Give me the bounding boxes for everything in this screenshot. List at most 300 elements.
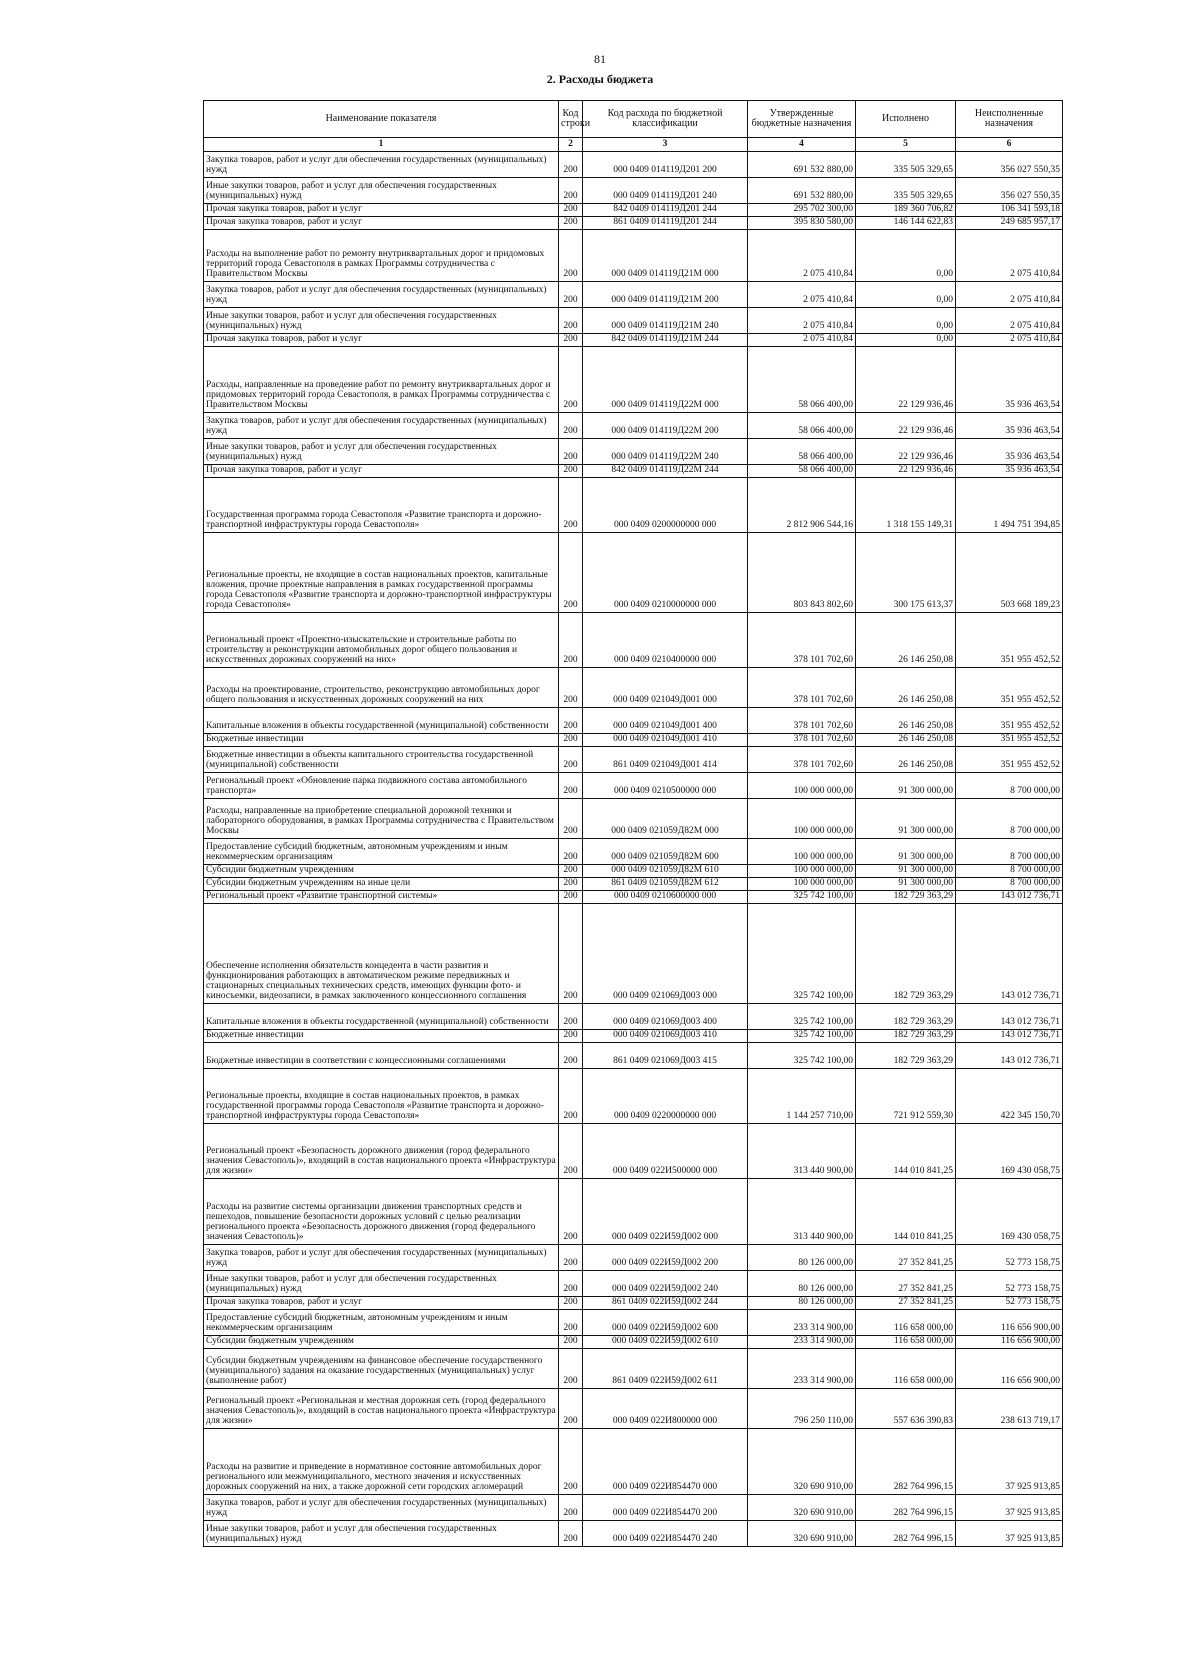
row-approved: 378 101 702,60	[748, 612, 856, 667]
row-approved: 2 075 410,84	[748, 281, 856, 307]
row-name: Прочая закупка товаров, работ и услуг	[204, 204, 559, 217]
row-approved: 100 000 000,00	[748, 798, 856, 838]
row-unexecuted: 143 012 736,71	[956, 1003, 1063, 1029]
column-number: 4	[748, 138, 856, 152]
row-approved: 100 000 000,00	[748, 838, 856, 864]
row-approved: 320 690 910,00	[748, 1494, 856, 1520]
row-approved: 325 742 100,00	[748, 1042, 856, 1068]
row-name: Расходы на развитие и приведение в нормативное состояние автомобильных дорог регионального или межмуниципального, местного значения и искусственных дорожных сооружений на них, а также дорожной сети городских агломераций	[204, 1428, 559, 1494]
table-row	[204, 1270, 1063, 1296]
row-line-code: 200	[559, 733, 583, 746]
row-line-code: 200	[559, 1335, 583, 1348]
row-approved: 325 742 100,00	[748, 903, 856, 1003]
row-classification: 000 0409 0210000000 000	[583, 532, 748, 612]
table-row	[204, 307, 1063, 333]
row-classification: 000 0409 014119Д201 200	[583, 152, 748, 178]
row-approved: 803 843 802,60	[748, 532, 856, 612]
row-line-code: 200	[559, 216, 583, 229]
row-unexecuted: 35 936 463,54	[956, 464, 1063, 477]
table-row	[204, 798, 1063, 838]
row-line-code: 200	[559, 1029, 583, 1042]
row-executed: 26 146 250,08	[856, 612, 956, 667]
row-unexecuted: 351 955 452,52	[956, 612, 1063, 667]
table-row	[204, 877, 1063, 890]
table-header-row	[204, 101, 1063, 138]
row-classification: 000 0409 022И854470 200	[583, 1494, 748, 1520]
row-classification: 000 0409 0210600000 000	[583, 890, 748, 903]
table-row	[204, 346, 1063, 412]
row-unexecuted: 35 936 463,54	[956, 346, 1063, 412]
row-name: Бюджетные инвестиции	[204, 1029, 559, 1042]
row-approved: 2 075 410,84	[748, 229, 856, 281]
row-line-code: 200	[559, 1309, 583, 1335]
row-classification: 000 0409 014119Д21М 000	[583, 229, 748, 281]
row-approved: 691 532 880,00	[748, 178, 856, 204]
row-line-code: 200	[559, 772, 583, 798]
row-line-code: 200	[559, 333, 583, 346]
table-row	[204, 1335, 1063, 1348]
row-executed: 116 658 000,00	[856, 1309, 956, 1335]
row-name: Закупка товаров, работ и услуг для обеспечения государственных (муниципальных) нужд	[204, 1494, 559, 1520]
row-classification: 000 0409 014119Д22М 000	[583, 346, 748, 412]
row-name: Закупка товаров, работ и услуг для обеспечения государственных (муниципальных) нужд	[204, 1244, 559, 1270]
row-executed: 26 146 250,08	[856, 733, 956, 746]
table-row	[204, 890, 1063, 903]
table-row	[204, 746, 1063, 772]
table-row	[204, 1042, 1063, 1068]
row-unexecuted: 2 075 410,84	[956, 281, 1063, 307]
row-classification: 861 0409 022И59Д002 611	[583, 1348, 748, 1388]
header-classification: Код расхода по бюджетной классификации	[583, 101, 748, 138]
row-name: Региональные проекты, входящие в состав национальных проектов, в рамках государственной программы города Севастополя «Развитие транспорта и дорожно-транспортной инфраструктуры города Севастополя»	[204, 1068, 559, 1123]
row-unexecuted: 2 075 410,84	[956, 229, 1063, 281]
table-row	[204, 838, 1063, 864]
row-line-code: 200	[559, 707, 583, 733]
row-line-code: 200	[559, 152, 583, 178]
row-approved: 80 126 000,00	[748, 1296, 856, 1309]
row-executed: 26 146 250,08	[856, 707, 956, 733]
row-line-code: 200	[559, 1388, 583, 1428]
row-executed: 335 505 329,65	[856, 178, 956, 204]
row-approved: 378 101 702,60	[748, 733, 856, 746]
row-executed: 91 300 000,00	[856, 798, 956, 838]
row-unexecuted: 35 936 463,54	[956, 412, 1063, 438]
row-approved: 325 742 100,00	[748, 1029, 856, 1042]
row-executed: 26 146 250,08	[856, 667, 956, 707]
table-row	[204, 612, 1063, 667]
header-line-code: Код строки	[559, 101, 583, 138]
row-line-code: 200	[559, 746, 583, 772]
row-approved: 796 250 110,00	[748, 1388, 856, 1428]
row-classification: 000 0409 014119Д22М 240	[583, 438, 748, 464]
row-name: Капитальные вложения в объекты государственной (муниципальной) собственности	[204, 1003, 559, 1029]
row-line-code: 200	[559, 438, 583, 464]
row-unexecuted: 143 012 736,71	[956, 1029, 1063, 1042]
table-row	[204, 1348, 1063, 1388]
header-approved: Утвержденные бюджетные назначения	[748, 101, 856, 138]
table-row	[204, 229, 1063, 281]
row-classification: 000 0409 0220000000 000	[583, 1068, 748, 1123]
row-executed: 22 129 936,46	[856, 346, 956, 412]
row-name: Расходы на выполнение работ по ремонту внутриквартальных дорог и придомовых территорий города Севастополя в рамках Программы сотрудничества с Правительством Москвы	[204, 229, 559, 281]
column-number: 1	[204, 138, 559, 152]
table-row	[204, 333, 1063, 346]
row-approved: 295 702 300,00	[748, 204, 856, 217]
row-executed: 182 729 363,29	[856, 903, 956, 1003]
table-row	[204, 1428, 1063, 1494]
row-executed: 557 636 390,83	[856, 1388, 956, 1428]
row-name: Субсидии бюджетным учреждениям	[204, 864, 559, 877]
row-approved: 325 742 100,00	[748, 1003, 856, 1029]
row-line-code: 200	[559, 1348, 583, 1388]
row-executed: 335 505 329,65	[856, 152, 956, 178]
page-title: 2. Расходы бюджета	[546, 72, 654, 86]
row-classification: 000 0409 014119Д201 240	[583, 178, 748, 204]
table-row	[204, 903, 1063, 1003]
row-approved: 378 101 702,60	[748, 667, 856, 707]
row-name: Субсидии бюджетным учреждениям на иные цели	[204, 877, 559, 890]
row-executed: 116 658 000,00	[856, 1348, 956, 1388]
table-row	[204, 1309, 1063, 1335]
column-number-row	[204, 138, 1063, 152]
row-classification: 000 0409 021059Д82М 600	[583, 838, 748, 864]
table-row	[204, 1296, 1063, 1309]
row-executed: 0,00	[856, 333, 956, 346]
row-unexecuted: 8 700 000,00	[956, 772, 1063, 798]
row-unexecuted: 143 012 736,71	[956, 890, 1063, 903]
row-unexecuted: 52 773 158,75	[956, 1244, 1063, 1270]
table-row	[204, 477, 1063, 532]
row-executed: 182 729 363,29	[856, 1042, 956, 1068]
row-classification: 000 0409 022И59Д002 200	[583, 1244, 748, 1270]
row-name: Региональный проект «Проектно-изыскательские и строительные работы по строительству и реконструкции автомобильных дорог общего пользования и искусственных дорожных сооружений на них»	[204, 612, 559, 667]
row-line-code: 200	[559, 903, 583, 1003]
row-unexecuted: 2 075 410,84	[956, 307, 1063, 333]
row-line-code: 200	[559, 864, 583, 877]
row-line-code: 200	[559, 412, 583, 438]
row-executed: 182 729 363,29	[856, 1003, 956, 1029]
row-executed: 144 010 841,25	[856, 1123, 956, 1178]
row-line-code: 200	[559, 178, 583, 204]
row-unexecuted: 169 430 058,75	[956, 1123, 1063, 1178]
row-line-code: 200	[559, 667, 583, 707]
row-classification: 000 0409 022И800000 000	[583, 1388, 748, 1428]
row-executed: 721 912 559,30	[856, 1068, 956, 1123]
table-row	[204, 438, 1063, 464]
row-unexecuted: 35 936 463,54	[956, 438, 1063, 464]
table-row	[204, 772, 1063, 798]
row-name: Прочая закупка товаров, работ и услуг	[204, 216, 559, 229]
row-executed: 0,00	[856, 307, 956, 333]
row-name: Закупка товаров, работ и услуг для обеспечения государственных (муниципальных) нужд	[204, 412, 559, 438]
row-executed: 146 144 622,83	[856, 216, 956, 229]
row-unexecuted: 37 925 913,85	[956, 1494, 1063, 1520]
row-unexecuted: 351 955 452,52	[956, 667, 1063, 707]
column-number: 3	[583, 138, 748, 152]
row-line-code: 200	[559, 1042, 583, 1068]
row-unexecuted: 106 341 593,18	[956, 204, 1063, 217]
row-name: Субсидии бюджетным учреждениям	[204, 1335, 559, 1348]
row-line-code: 200	[559, 532, 583, 612]
row-approved: 58 066 400,00	[748, 346, 856, 412]
row-name: Иные закупки товаров, работ и услуг для обеспечения государственных (муниципальных) нужд	[204, 1520, 559, 1546]
row-approved: 233 314 900,00	[748, 1309, 856, 1335]
row-line-code: 200	[559, 204, 583, 217]
row-name: Капитальные вложения в объекты государственной (муниципальной) собственности	[204, 707, 559, 733]
table-row	[204, 1178, 1063, 1244]
row-name: Расходы на проектирование, строительство, реконструкцию автомобильных дорог общего пользования и искусственных дорожных сооружений на них	[204, 667, 559, 707]
row-name: Региональный проект «Обновление парка подвижного состава автомобильного транспорта»	[204, 772, 559, 798]
row-unexecuted: 52 773 158,75	[956, 1270, 1063, 1296]
row-executed: 91 300 000,00	[856, 864, 956, 877]
table-row	[204, 204, 1063, 217]
row-approved: 58 066 400,00	[748, 438, 856, 464]
row-unexecuted: 2 075 410,84	[956, 333, 1063, 346]
row-classification: 000 0409 022И59Д002 000	[583, 1178, 748, 1244]
row-line-code: 200	[559, 1068, 583, 1123]
row-unexecuted: 351 955 452,52	[956, 707, 1063, 733]
expenses-table	[203, 100, 1063, 1547]
row-approved: 313 440 900,00	[748, 1123, 856, 1178]
table-row	[204, 152, 1063, 178]
row-line-code: 200	[559, 1003, 583, 1029]
header-unexecuted: Неисполненные назначения	[956, 101, 1063, 138]
row-executed: 22 129 936,46	[856, 438, 956, 464]
row-line-code: 200	[559, 346, 583, 412]
row-executed: 189 360 706,82	[856, 204, 956, 217]
row-classification: 861 0409 014119Д201 244	[583, 216, 748, 229]
row-line-code: 200	[559, 1520, 583, 1546]
row-classification: 000 0409 014119Д22М 200	[583, 412, 748, 438]
row-approved: 378 101 702,60	[748, 707, 856, 733]
row-classification: 000 0409 021049Д001 400	[583, 707, 748, 733]
row-classification: 000 0409 014119Д21М 240	[583, 307, 748, 333]
table-body	[204, 152, 1063, 1547]
column-number: 2	[559, 138, 583, 152]
row-unexecuted: 52 773 158,75	[956, 1296, 1063, 1309]
row-unexecuted: 351 955 452,52	[956, 746, 1063, 772]
row-executed: 282 764 996,15	[856, 1428, 956, 1494]
row-classification: 861 0409 021059Д82М 612	[583, 877, 748, 890]
table-row	[204, 667, 1063, 707]
row-executed: 91 300 000,00	[856, 772, 956, 798]
row-name: Расходы, направленные на приобретение специальной дорожной техники и лабораторного оборудования, в рамках Программы сотрудничества с Правительством Москвы	[204, 798, 559, 838]
row-classification: 000 0409 0210400000 000	[583, 612, 748, 667]
header-name: Наименование показателя	[204, 101, 559, 138]
row-executed: 0,00	[856, 229, 956, 281]
row-approved: 58 066 400,00	[748, 464, 856, 477]
row-classification: 842 0409 014119Д22М 244	[583, 464, 748, 477]
row-classification: 861 0409 021049Д001 414	[583, 746, 748, 772]
row-name: Субсидии бюджетным учреждениям на финансовое обеспечение государственного (муниципального) задания на оказание государственных (муниципальных) услуг (выполнение работ)	[204, 1348, 559, 1388]
row-name: Иные закупки товаров, работ и услуг для обеспечения государственных (муниципальных) нужд	[204, 438, 559, 464]
row-approved: 320 690 910,00	[748, 1520, 856, 1546]
row-approved: 2 075 410,84	[748, 307, 856, 333]
row-executed: 91 300 000,00	[856, 877, 956, 890]
row-classification: 000 0409 021049Д001 410	[583, 733, 748, 746]
table-row	[204, 216, 1063, 229]
row-line-code: 200	[559, 1178, 583, 1244]
row-name: Обеспечение исполнения обязательств концедента в части развития и функционирования работающих в автоматическом режиме передвижных и стационарных специальных технических средств, имеющих функции фото- и киносъемки, видеозаписи, в рамках заключенного концессионного соглашения	[204, 903, 559, 1003]
row-executed: 282 764 996,15	[856, 1520, 956, 1546]
row-approved: 233 314 900,00	[748, 1335, 856, 1348]
row-line-code: 200	[559, 1123, 583, 1178]
row-unexecuted: 249 685 957,17	[956, 216, 1063, 229]
table-row	[204, 1029, 1063, 1042]
row-classification: 000 0409 022И854470 240	[583, 1520, 748, 1546]
row-executed: 27 352 841,25	[856, 1270, 956, 1296]
row-name: Региональный проект «Развитие транспортной системы»	[204, 890, 559, 903]
table-row	[204, 464, 1063, 477]
row-name: Расходы на развитие системы организации движения транспортных средств и пешеходов, повышение безопасности дорожных условий с целью реализации регионального проекта «Безопасность дорожного движения (город федерального значения Севастополь)»	[204, 1178, 559, 1244]
row-approved: 378 101 702,60	[748, 746, 856, 772]
row-line-code: 200	[559, 877, 583, 890]
row-approved: 1 144 257 710,00	[748, 1068, 856, 1123]
row-unexecuted: 1 494 751 394,85	[956, 477, 1063, 532]
row-approved: 80 126 000,00	[748, 1270, 856, 1296]
row-approved: 100 000 000,00	[748, 877, 856, 890]
row-executed: 22 129 936,46	[856, 464, 956, 477]
row-name: Прочая закупка товаров, работ и услуг	[204, 333, 559, 346]
row-line-code: 200	[559, 307, 583, 333]
row-classification: 000 0409 022И59Д002 600	[583, 1309, 748, 1335]
column-number: 6	[956, 138, 1063, 152]
row-name: Региональный проект «Безопасность дорожного движения (город федерального значения Севастополь)», входящий в состав национального проекта «Инфраструктура для жизни»	[204, 1123, 559, 1178]
table-row	[204, 412, 1063, 438]
row-line-code: 200	[559, 464, 583, 477]
row-executed: 22 129 936,46	[856, 412, 956, 438]
row-approved: 395 830 580,00	[748, 216, 856, 229]
row-unexecuted: 351 955 452,52	[956, 733, 1063, 746]
row-classification: 861 0409 021069Д003 415	[583, 1042, 748, 1068]
row-unexecuted: 37 925 913,85	[956, 1428, 1063, 1494]
row-unexecuted: 37 925 913,85	[956, 1520, 1063, 1546]
row-name: Региональные проекты, не входящие в состав национальных проектов, капитальные вложения, прочие проектные направления в рамках государственной программы города Севастополя «Развитие транспорта и дорожно-транспортной инфраструктуры города Севастополя»	[204, 532, 559, 612]
row-name: Предоставление субсидий бюджетным, автономным учреждениям и иным некоммерческим организациям	[204, 1309, 559, 1335]
row-unexecuted: 169 430 058,75	[956, 1178, 1063, 1244]
row-approved: 100 000 000,00	[748, 772, 856, 798]
row-executed: 27 352 841,25	[856, 1244, 956, 1270]
row-name: Прочая закупка товаров, работ и услуг	[204, 464, 559, 477]
row-unexecuted: 8 700 000,00	[956, 838, 1063, 864]
row-executed: 1 318 155 149,31	[856, 477, 956, 532]
row-executed: 282 764 996,15	[856, 1494, 956, 1520]
header-executed: Исполнено	[856, 101, 956, 138]
row-name: Государственная программа города Севастополя «Развитие транспорта и дорожно-транспортной инфраструктуры города Севастополя»	[204, 477, 559, 532]
row-unexecuted: 143 012 736,71	[956, 903, 1063, 1003]
row-name: Прочая закупка товаров, работ и услуг	[204, 1296, 559, 1309]
row-classification: 000 0409 022И59Д002 610	[583, 1335, 748, 1348]
row-name: Региональный проект «Региональная и местная дорожная сеть (город федерального значения Севастополь)», входящий в состав национального проекта «Инфраструктура для жизни»	[204, 1388, 559, 1428]
row-approved: 233 314 900,00	[748, 1348, 856, 1388]
row-approved: 313 440 900,00	[748, 1178, 856, 1244]
table-row	[204, 178, 1063, 204]
row-classification: 000 0409 0200000000 000	[583, 477, 748, 532]
row-approved: 325 742 100,00	[748, 890, 856, 903]
table-row	[204, 733, 1063, 746]
row-line-code: 200	[559, 229, 583, 281]
row-classification: 000 0409 021059Д82М 000	[583, 798, 748, 838]
row-unexecuted: 116 656 900,00	[956, 1335, 1063, 1348]
row-name: Расходы, направленные на проведение работ по ремонту внутриквартальных дорог и придомовых территорий города Севастополя, в рамках Программы сотрудничества с Правительством Москвы	[204, 346, 559, 412]
row-classification: 000 0409 021069Д003 410	[583, 1029, 748, 1042]
table-row	[204, 532, 1063, 612]
row-name: Закупка товаров, работ и услуг для обеспечения государственных (муниципальных) нужд	[204, 152, 559, 178]
row-unexecuted: 8 700 000,00	[956, 798, 1063, 838]
row-approved: 2 075 410,84	[748, 333, 856, 346]
row-name: Бюджетные инвестиции	[204, 733, 559, 746]
row-name: Иные закупки товаров, работ и услуг для обеспечения государственных (муниципальных) нужд	[204, 178, 559, 204]
row-line-code: 200	[559, 612, 583, 667]
row-classification: 000 0409 022И59Д002 240	[583, 1270, 748, 1296]
row-unexecuted: 116 656 900,00	[956, 1348, 1063, 1388]
row-name: Бюджетные инвестиции в соответствии с концессионными соглашениями	[204, 1042, 559, 1068]
row-unexecuted: 422 345 150,70	[956, 1068, 1063, 1123]
row-unexecuted: 503 668 189,23	[956, 532, 1063, 612]
row-approved: 320 690 910,00	[748, 1428, 856, 1494]
table-row	[204, 281, 1063, 307]
table-row	[204, 1494, 1063, 1520]
row-name: Иные закупки товаров, работ и услуг для обеспечения государственных (муниципальных) нужд	[204, 1270, 559, 1296]
row-classification: 842 0409 014119Д201 244	[583, 204, 748, 217]
row-executed: 144 010 841,25	[856, 1178, 956, 1244]
row-line-code: 200	[559, 890, 583, 903]
row-executed: 300 175 613,37	[856, 532, 956, 612]
row-classification: 842 0409 014119Д21М 244	[583, 333, 748, 346]
row-unexecuted: 238 613 719,17	[956, 1388, 1063, 1428]
row-line-code: 200	[559, 1270, 583, 1296]
row-line-code: 200	[559, 1296, 583, 1309]
row-line-code: 200	[559, 798, 583, 838]
row-classification: 000 0409 021049Д001 000	[583, 667, 748, 707]
table-row	[204, 707, 1063, 733]
row-classification: 861 0409 022И59Д002 244	[583, 1296, 748, 1309]
row-name: Закупка товаров, работ и услуг для обеспечения государственных (муниципальных) нужд	[204, 281, 559, 307]
page-number: 81	[594, 52, 606, 66]
row-classification: 000 0409 014119Д21М 200	[583, 281, 748, 307]
row-approved: 58 066 400,00	[748, 412, 856, 438]
table-row	[204, 1388, 1063, 1428]
column-number: 5	[856, 138, 956, 152]
row-executed: 26 146 250,08	[856, 746, 956, 772]
row-line-code: 200	[559, 1494, 583, 1520]
table-row	[204, 1003, 1063, 1029]
row-unexecuted: 8 700 000,00	[956, 864, 1063, 877]
row-executed: 27 352 841,25	[856, 1296, 956, 1309]
row-executed: 0,00	[856, 281, 956, 307]
row-unexecuted: 356 027 550,35	[956, 152, 1063, 178]
row-approved: 100 000 000,00	[748, 864, 856, 877]
row-unexecuted: 8 700 000,00	[956, 877, 1063, 890]
row-unexecuted: 116 656 900,00	[956, 1309, 1063, 1335]
table-row	[204, 1123, 1063, 1178]
row-approved: 80 126 000,00	[748, 1244, 856, 1270]
table-row	[204, 1520, 1063, 1546]
row-executed: 182 729 363,29	[856, 890, 956, 903]
row-classification: 000 0409 022И500000 000	[583, 1123, 748, 1178]
table-row	[204, 1244, 1063, 1270]
row-name: Иные закупки товаров, работ и услуг для обеспечения государственных (муниципальных) нужд	[204, 307, 559, 333]
row-classification: 000 0409 022И854470 000	[583, 1428, 748, 1494]
row-line-code: 200	[559, 281, 583, 307]
row-executed: 182 729 363,29	[856, 1029, 956, 1042]
row-executed: 116 658 000,00	[856, 1335, 956, 1348]
row-classification: 000 0409 021069Д003 000	[583, 903, 748, 1003]
row-approved: 691 532 880,00	[748, 152, 856, 178]
row-line-code: 200	[559, 1244, 583, 1270]
table-row	[204, 1068, 1063, 1123]
row-line-code: 200	[559, 477, 583, 532]
